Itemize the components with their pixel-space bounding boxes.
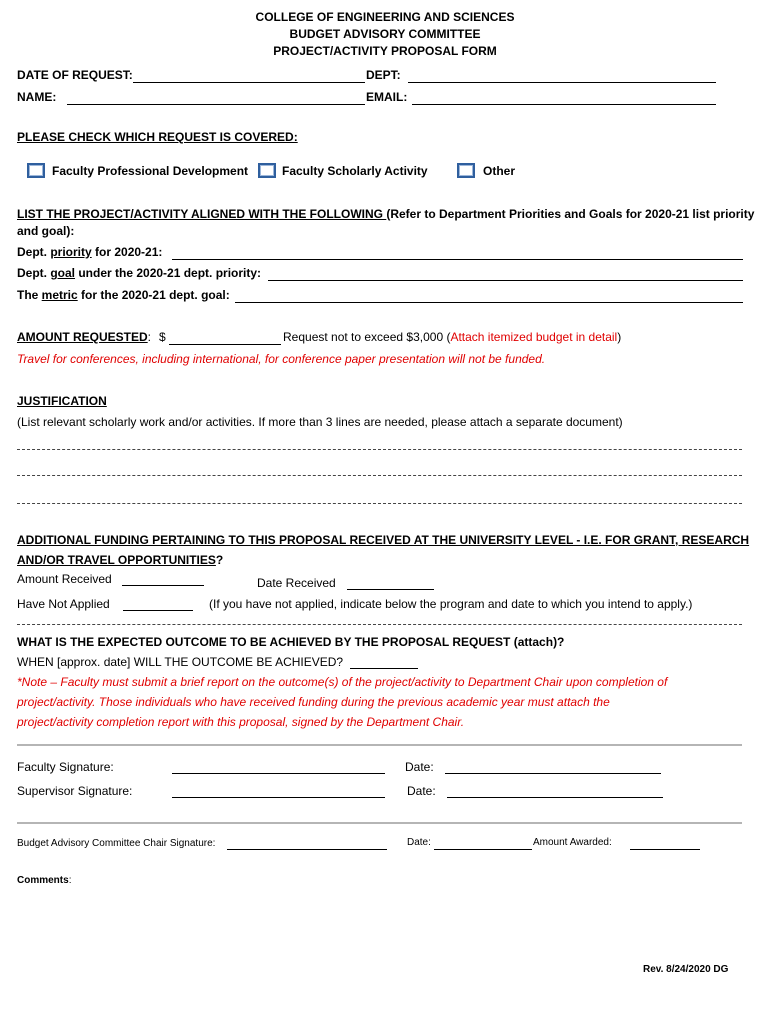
amount-awarded-field[interactable]: [630, 849, 700, 850]
name-label: NAME:: [17, 90, 57, 104]
revision-note: Rev. 8/24/2020 DG: [643, 964, 729, 975]
currency-symbol: $: [159, 330, 166, 344]
committee-chair-signature-field[interactable]: [227, 849, 387, 850]
alignment-heading-note: (Refer to Department Priorities and Goals for 2020-21 list priority: [386, 207, 755, 221]
metric-prefix: The: [17, 288, 42, 302]
supervisor-signature-label: Supervisor Signature:: [17, 784, 133, 798]
outcome-date-label: WHEN [approx. date] WILL THE OUTCOME BE ACHIEVED?: [17, 655, 344, 669]
faculty-signature-field[interactable]: [172, 773, 385, 774]
outcome-note-line-2: project/activity. Those individuals who have received funding during the previous academic year must attach the: [17, 695, 610, 709]
alignment-heading-underlined: LIST THE PROJECT/ACTIVITY ALIGNED WITH THE FOLLOWING: [17, 207, 387, 221]
dept-goal-label: [17, 266, 261, 280]
metric-field[interactable]: [235, 302, 743, 303]
alignment-heading: [17, 207, 754, 221]
have-not-applied-label: Have Not Applied: [17, 597, 110, 611]
travel-funding-note: Travel for conferences, including international, for conference paper presentation will not be funded.: [17, 352, 546, 366]
faculty-professional-development-label: Faculty Professional Development: [52, 164, 249, 178]
justification-instruction: (List relevant scholarly work and/or activities. If more than 3 lines are needed, please attach a separate document): [17, 415, 623, 429]
alignment-heading-continued: and goal):: [17, 224, 75, 238]
email-label: EMAIL:: [366, 90, 408, 104]
chair-date-label: Date:: [407, 837, 431, 848]
dept-field[interactable]: [408, 82, 716, 83]
additional-funding-heading: ADDITIONAL FUNDING PERTAINING TO THIS PROPOSAL RECEIVED AT THE UNIVERSITY LEVEL - I.E. FOR GRANT, RESEARCH: [17, 533, 750, 547]
justification-line-1[interactable]: [17, 449, 742, 450]
itemized-budget-note: Attach itemized budget in detail: [450, 330, 618, 344]
dept-goal-field[interactable]: [268, 280, 743, 281]
faculty-date-label: Date:: [405, 760, 434, 774]
amount-limit-note: [283, 330, 621, 344]
faculty-professional-development-checkbox[interactable]: [27, 163, 45, 178]
justification-heading: JUSTIFICATION: [17, 394, 107, 408]
amount-received-field[interactable]: [122, 585, 204, 586]
name-field[interactable]: [67, 104, 365, 105]
email-field[interactable]: [412, 104, 716, 105]
request-type-heading: PLEASE CHECK WHICH REQUEST IS COVERED:: [17, 130, 298, 144]
date-of-request-field[interactable]: [133, 82, 365, 83]
faculty-scholarly-activity-label: Faculty Scholarly Activity: [282, 164, 428, 178]
dept-goal-suffix: under the 2020-21 dept. priority:: [75, 266, 262, 280]
section-divider-2: [17, 822, 742, 824]
additional-funding-question-mark: ?: [215, 553, 224, 567]
comments-heading: Comments: [17, 875, 69, 886]
dept-goal-word: goal: [50, 266, 76, 280]
amount-limit-close: ): [617, 330, 622, 344]
amount-limit-text: Request not to exceed $3,000 (: [283, 330, 451, 344]
expected-outcome-heading: WHAT IS THE EXPECTED OUTCOME TO BE ACHIEVED BY THE PROPOSAL REQUEST (attach)?: [17, 635, 565, 649]
other-checkbox[interactable]: [457, 163, 475, 178]
date-of-request-label: DATE OF REQUEST:: [17, 68, 133, 82]
dept-priority-word: priority: [50, 245, 92, 259]
comments-colon: :: [68, 875, 72, 886]
section-divider-1: [17, 744, 742, 746]
supervisor-date-label: Date:: [407, 784, 436, 798]
outcome-note-line-3: project/activity completion report with this proposal, signed by the Department Chair.: [17, 715, 465, 729]
amount-requested-field[interactable]: [169, 344, 281, 345]
form-title: PROJECT/ACTIVITY PROPOSAL FORM: [273, 44, 497, 58]
outcome-note-line-1: *Note – Faculty must submit a brief report on the outcome(s) of the project/activity to Department Chair upon completion of: [17, 675, 668, 689]
supervisor-signature-field[interactable]: [172, 797, 385, 798]
faculty-date-field[interactable]: [445, 773, 661, 774]
dept-priority-suffix: for 2020-21:: [91, 245, 163, 259]
amount-requested-row: [17, 330, 151, 344]
chair-date-field[interactable]: [434, 849, 532, 850]
metric-label: [17, 288, 230, 302]
have-not-applied-field[interactable]: [123, 610, 193, 611]
additional-funding-heading-line2: AND/OR TRAVEL OPPORTUNITIES: [17, 553, 216, 567]
amount-requested-colon: :: [147, 330, 152, 344]
dept-priority-field[interactable]: [172, 259, 743, 260]
date-received-label: Date Received: [257, 576, 336, 590]
dept-label: DEPT:: [366, 68, 401, 82]
metric-suffix: for the 2020-21 dept. goal:: [77, 288, 230, 302]
amount-received-label: Amount Received: [17, 572, 112, 586]
form-header-college: COLLEGE OF ENGINEERING AND SCIENCES: [255, 10, 515, 24]
justification-line-3[interactable]: [17, 503, 742, 504]
not-applied-note: (If you have not applied, indicate below the program and date to which you intend to apply.): [209, 597, 693, 611]
dept-priority-prefix: Dept.: [17, 245, 51, 259]
intended-program-line[interactable]: [17, 624, 742, 625]
date-received-field[interactable]: [347, 589, 434, 590]
faculty-signature-label: Faculty Signature:: [17, 760, 114, 774]
comments-label: [17, 875, 71, 886]
faculty-scholarly-activity-checkbox[interactable]: [258, 163, 276, 178]
supervisor-date-field[interactable]: [447, 797, 663, 798]
form-header-committee: BUDGET ADVISORY COMMITTEE: [289, 27, 481, 41]
metric-word: metric: [41, 288, 78, 302]
amount-requested-label: AMOUNT REQUESTED: [17, 330, 148, 344]
dept-goal-prefix: Dept.: [17, 266, 51, 280]
amount-awarded-label: Amount Awarded:: [533, 837, 612, 848]
outcome-date-field[interactable]: [350, 668, 418, 669]
dept-priority-label: [17, 245, 162, 259]
other-label: Other: [483, 164, 516, 178]
additional-funding-heading-continued: [17, 553, 223, 567]
committee-chair-signature-label: Budget Advisory Committee Chair Signature:: [17, 838, 216, 849]
justification-line-2[interactable]: [17, 475, 742, 476]
